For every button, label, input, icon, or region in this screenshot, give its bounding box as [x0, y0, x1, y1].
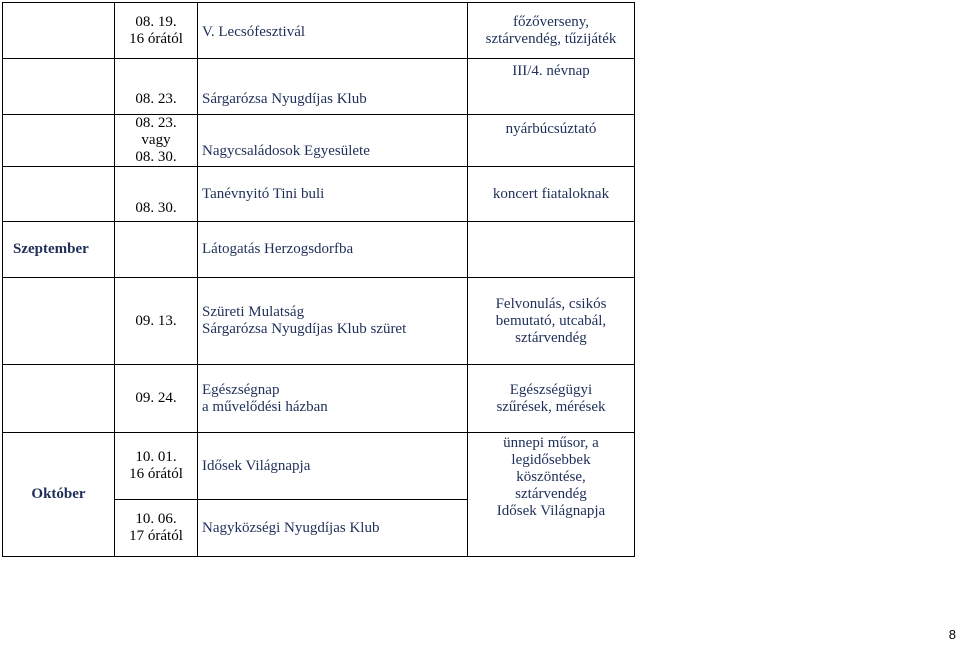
program-cell — [468, 59, 635, 115]
program-text: III/4. névnap — [512, 63, 590, 79]
program-cell — [468, 3, 635, 59]
events-table — [2, 2, 635, 557]
program-text: bemutató, utcabál, — [495, 312, 607, 329]
program-text: köszöntése, — [516, 469, 586, 485]
table-row — [3, 433, 635, 500]
program-text: nyárbúcsúztató — [505, 121, 597, 137]
program-text: Egészségügyi — [509, 381, 593, 398]
program-text: Idősek Világnapja — [496, 503, 606, 519]
date-text: 08. 23. — [135, 91, 177, 107]
event-name-cell — [198, 222, 468, 278]
program-text: ünnepi műsor, a — [503, 435, 599, 451]
month-cell — [3, 115, 115, 167]
event-name-cell — [198, 167, 468, 222]
table-row — [3, 167, 635, 222]
date-cell — [115, 3, 198, 59]
time-text: 16 órától — [129, 30, 183, 47]
date-cell — [115, 433, 198, 500]
time-text: 17 órától — [129, 528, 183, 544]
event-name: Tanévnyitó Tini buli — [202, 185, 325, 202]
event-name-cell — [198, 365, 468, 433]
month-cell — [3, 59, 115, 115]
date-cell — [115, 167, 198, 222]
event-name-cell — [198, 500, 468, 557]
month-cell — [3, 365, 115, 433]
date-text: 09. 13. — [135, 312, 177, 329]
table-row — [3, 365, 635, 433]
program-cell — [468, 365, 635, 433]
date-cell — [115, 278, 198, 365]
date-text: 08. 19. — [135, 13, 177, 30]
date-cell — [115, 59, 198, 115]
program-cell — [468, 433, 635, 557]
table-row — [3, 3, 635, 59]
table-row — [3, 222, 635, 278]
event-subtitle: Sárgarózsa Nyugdíjas Klub szüret — [202, 321, 407, 337]
program-cell — [468, 278, 635, 365]
date-cell — [115, 115, 198, 167]
date-cell — [115, 222, 198, 278]
page-number: 8 — [948, 627, 956, 642]
event-name-cell — [198, 278, 468, 365]
date-text: 10. 01. — [135, 449, 177, 465]
event-subtitle: a művelődési házban — [202, 398, 328, 415]
month-label: Szeptember — [13, 241, 89, 257]
table-row — [3, 278, 635, 365]
event-name: Idősek Világnapja — [202, 457, 311, 474]
event-name-cell — [198, 3, 468, 59]
event-name: Látogatás Herzogsdorfba — [202, 241, 354, 257]
date-cell — [115, 500, 198, 557]
event-name: Nagyközségi Nyugdíjas Klub — [202, 519, 380, 536]
program-cell — [468, 115, 635, 167]
event-name: V. Lecsófesztivál — [202, 24, 306, 40]
month-cell — [3, 167, 115, 222]
month-cell — [3, 3, 115, 59]
program-text: főzőverseny, — [512, 13, 590, 30]
time-text: 16 órától — [129, 466, 183, 482]
date-text: 08. 30. — [135, 149, 177, 165]
program-text: sztárvendég — [515, 329, 587, 346]
date-text: 08. 23. vagy — [135, 115, 177, 148]
event-name: Egészségnap — [202, 381, 280, 398]
program-text: Felvonulás, csikós — [495, 295, 607, 312]
date-text: 10. 06. — [135, 511, 177, 527]
program-text: sztárvendég — [515, 486, 587, 502]
month-label: Október — [31, 486, 86, 502]
program-text: legidősebbek — [511, 452, 591, 468]
date-text: 08. 30. — [135, 200, 177, 216]
event-name: Nagycsaládosok Egyesülete — [202, 143, 370, 159]
program-text: koncert fiataloknak — [492, 185, 610, 202]
month-cell — [3, 222, 115, 278]
event-name: Sárgarózsa Nyugdíjas Klub — [202, 91, 367, 107]
month-cell — [3, 433, 115, 557]
program-text: sztárvendég, tűzijáték — [485, 30, 617, 47]
table-row — [3, 59, 635, 115]
month-cell — [3, 278, 115, 365]
event-name-cell — [198, 433, 468, 500]
table-row — [3, 115, 635, 167]
date-cell — [115, 365, 198, 433]
event-name-cell — [198, 115, 468, 167]
program-cell — [468, 222, 635, 278]
program-text: szűrések, mérések — [496, 398, 606, 415]
program-cell — [468, 167, 635, 222]
date-text: 09. 24. — [135, 390, 177, 406]
event-name-cell — [198, 59, 468, 115]
event-name: Szüreti Mulatság — [202, 304, 305, 320]
